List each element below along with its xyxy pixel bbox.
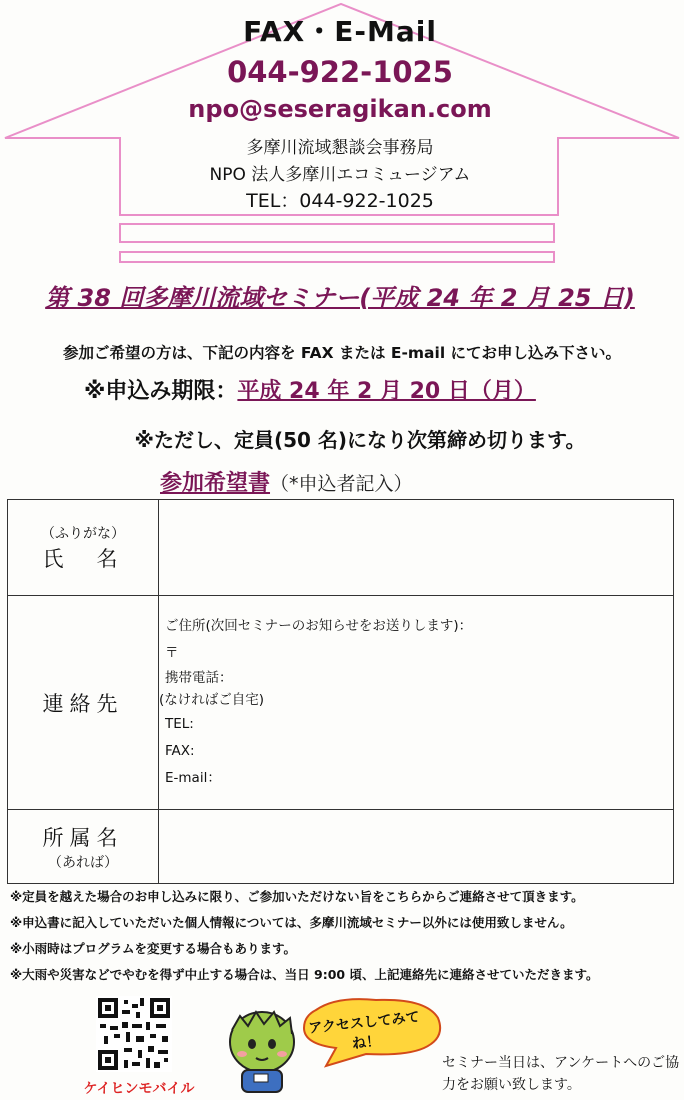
intro-text: 参加ご希望の方は、下記の内容を FAX または E-mail にてお申し込み下さい。: [62, 344, 622, 362]
deadline-date: 平成 24 年 2 月 20 日（月）: [237, 379, 536, 404]
contact-label: 連絡先: [42, 691, 124, 716]
tel-number: TEL：044-922-1025: [246, 190, 434, 212]
qr-caption: ケイヒンモバイル: [83, 1081, 195, 1097]
application-form: [7, 499, 674, 884]
contact-input-cell[interactable]: [159, 596, 674, 810]
qr-code-icon[interactable]: [96, 996, 172, 1072]
note-item: ※大雨や災害などでやむを得ず中止する場合は、当日 9:00 頃、上記連絡先に連絡させていただきます。: [10, 967, 599, 982]
email-label: E-mail：: [165, 770, 221, 786]
address-prompt: ご住所(次回セミナーのお知らせをお送りします)：: [165, 618, 473, 634]
contact-label-cell: [8, 596, 159, 810]
affiliation-label: 所属名: [42, 825, 124, 850]
fax-label: FAX:: [165, 743, 195, 759]
mobile-note: (なければご自宅): [159, 692, 265, 708]
name-input-cell[interactable]: [159, 500, 674, 596]
org-name-1: 多摩川流域懇談会事務局: [246, 138, 434, 158]
form-title: [160, 466, 413, 497]
affiliation-label-cell: [8, 810, 159, 884]
bubble-text: アクセスしてみてね！: [307, 1009, 421, 1053]
capacity-note: ※ただし、定員(50 名)になり次第締め切ります。: [134, 428, 586, 452]
email-address[interactable]: npo@seseragikan.com: [188, 95, 492, 123]
note-item: ※小雨時はプログラムを変更する場合もあります。: [10, 941, 297, 956]
note-item: ※定員を越えた場合のお申し込みに限り、ご参加いただけない旨をこちらからご連絡させて頂きます。: [10, 889, 584, 904]
name-label-cell: [8, 500, 159, 596]
name-furigana: （ふりがな）: [41, 525, 125, 542]
org-name-2: NPO 法人多摩川エコミュージアム: [209, 165, 471, 185]
name-label: 氏 名: [42, 546, 124, 571]
tel-label: TEL:: [165, 716, 194, 732]
notes-list: [10, 884, 680, 988]
note-item: ※申込書に記入していただいた個人情報については、多摩川流域セミナー以外には使用致しません。: [10, 915, 573, 930]
mascot-character-icon: [218, 1004, 306, 1096]
form-title-note: （*申込者記入）: [270, 473, 413, 495]
affiliation-input-cell[interactable]: [159, 810, 674, 884]
affiliation-note: （あれば）: [48, 854, 118, 871]
fax-number: 044-922-1025: [227, 55, 453, 89]
seminar-title: 第 38 回多摩川流域セミナー(平成 24 年 2 月 25 日): [45, 284, 635, 312]
form-title-main: 参加希望書: [160, 471, 271, 496]
deadline-line: [84, 374, 536, 405]
contact-heading: FAX・E-Mail: [243, 15, 437, 48]
closing-note: セミナー当日は、アンケートへのご協力をお願い致します。: [442, 1055, 680, 1093]
mobile-label: 携帯電話：: [165, 670, 233, 686]
postal-mark: 〒: [165, 645, 179, 661]
deadline-label: ※申込み期限：: [84, 379, 238, 404]
